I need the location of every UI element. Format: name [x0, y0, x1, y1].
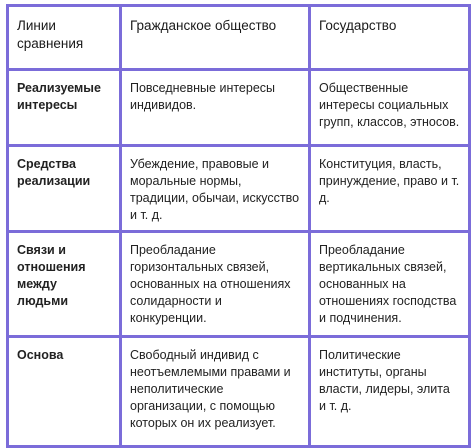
row-label: Реализуемые интересы — [8, 70, 121, 146]
state-cell: Преобладание вертикальных связей, основанных на отношениях господства и подчинения. — [310, 232, 470, 337]
table-row — [8, 70, 470, 146]
table-body — [8, 70, 470, 447]
header-comparison-lines: Линии сравнения — [8, 6, 121, 70]
civil-society-cell: Повседневные интересы индивидов. — [121, 70, 310, 146]
table-header — [8, 6, 470, 70]
state-cell: Общественные интересы социальных групп, классов, этносов. — [310, 70, 470, 146]
civil-society-cell: Убеждение, правовые и моральные нормы, традиции, обычаи, искусство и т. д. — [121, 146, 310, 232]
header-civil-society: Гражданское общество — [121, 6, 310, 70]
state-cell: Политические институты, органы власти, лидеры, элита и т. д. — [310, 337, 470, 447]
row-label: Основа — [8, 337, 121, 447]
civil-society-cell: Преобладание горизонтальных связей, основанных на отношениях солидарности и конкуренции. — [121, 232, 310, 337]
table-row — [8, 232, 470, 337]
civil-society-cell: Свободный индивид с неотъемлемыми правами и неполитические организации, с помощью которых он их реализует. — [121, 337, 310, 447]
state-cell: Конституция, власть, принуждение, право и т. д. — [310, 146, 470, 232]
comparison-table — [6, 4, 471, 448]
row-label: Средства реализации — [8, 146, 121, 232]
header-state: Государство — [310, 6, 470, 70]
table-row — [8, 146, 470, 232]
table-row — [8, 337, 470, 447]
header-row — [8, 6, 470, 70]
row-label: Связи и отношения между людьми — [8, 232, 121, 337]
